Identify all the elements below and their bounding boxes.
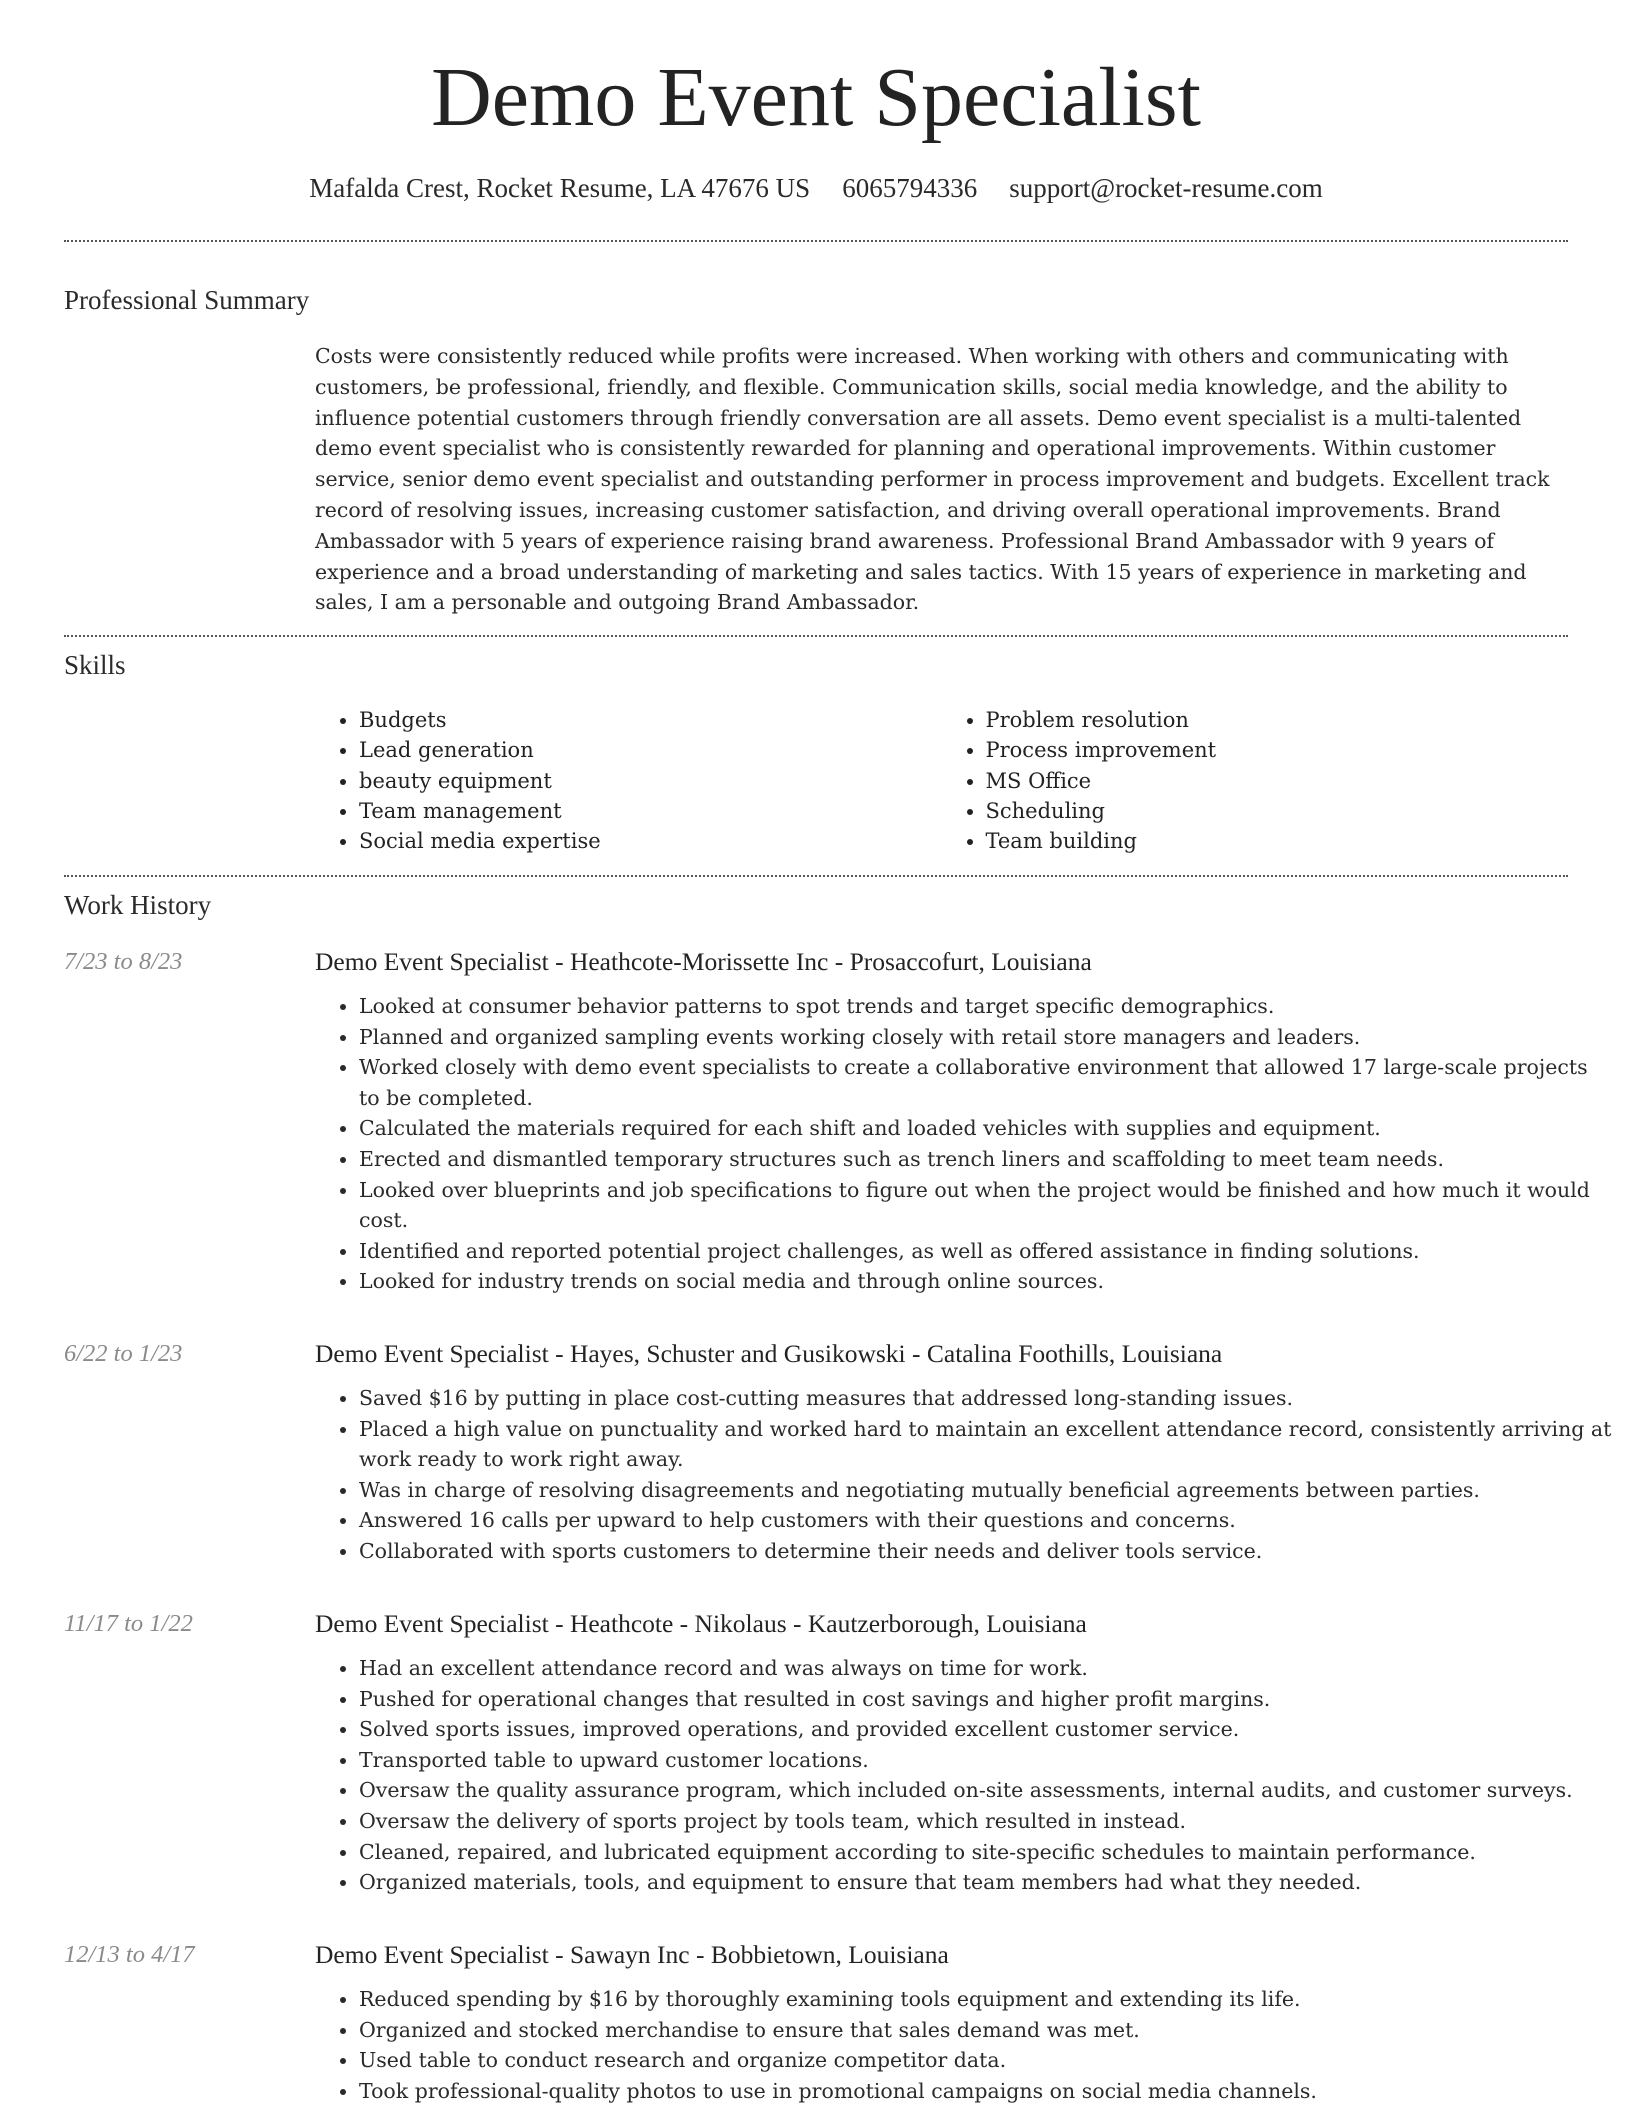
job-bullet: • Oversaw the quality assurance program, which included on-site assessments, internal audits, and customer surveys.: [359, 1775, 1612, 1806]
address: Mafalda Crest, Rocket Resume, LA 47676 US: [309, 173, 811, 203]
job-bullet: • Collaborated with sports customers to determine their needs and deliver tools service.: [359, 1536, 1612, 1567]
job-dates: 12/13 to 4/17: [64, 1941, 195, 1968]
skill-item: • Problem resolution: [986, 705, 1569, 735]
job-title: Demo Event Specialist - Heathcote - Nikolaus - Kautzerborough, Louisiana: [315, 1609, 1087, 1638]
skill-item: • Process improvement: [986, 735, 1569, 765]
divider: [64, 875, 1568, 877]
job-bullet: • Organized materials, tools, and equipment to ensure that team members had what they needed.: [359, 1867, 1612, 1898]
work-history-heading: Work History: [64, 890, 212, 920]
job-title: Demo Event Specialist - Sawayn Inc - Bobbietown, Louisiana: [315, 1940, 949, 1969]
job-bullets: [315, 991, 1612, 1297]
skill-item: • Budgets: [359, 705, 942, 735]
job-bullet: • Looked over blueprints and job specifications to figure out when the project would be finished and how much it would cost.: [359, 1175, 1612, 1236]
job-bullet: • Took professional-quality photos to use in promotional campaigns on social media channels.: [359, 2076, 1612, 2107]
skill-item: • Social media expertise: [359, 826, 942, 856]
divider: [64, 635, 1568, 637]
job-dates: 7/23 to 8/23: [64, 948, 183, 975]
job-bullets: [315, 1984, 1612, 2106]
contact-line: [0, 170, 1632, 206]
skill-item: • Scheduling: [986, 796, 1569, 826]
job-bullet: • Solved sports issues, improved operations, and provided excellent customer service.: [359, 1714, 1612, 1745]
job-bullets: [315, 1383, 1612, 1567]
skill-item: • Lead generation: [359, 735, 942, 765]
job-dates: 11/17 to 1/22: [64, 1610, 193, 1637]
skills-heading: Skills: [64, 650, 126, 680]
job-title: Demo Event Specialist - Heathcote-Morissette Inc - Prosaccofurt, Louisiana: [315, 947, 1092, 976]
job-bullets: [315, 1653, 1612, 1898]
job-bullet: • Looked for industry trends on social media and through online sources.: [359, 1266, 1612, 1297]
job-bullet: • Oversaw the delivery of sports project by tools team, which resulted in instead.: [359, 1806, 1612, 1837]
email: support@rocket-resume.com: [1009, 173, 1323, 203]
divider: [64, 240, 1568, 242]
job-bullet: • Used table to conduct research and organize competitor data.: [359, 2045, 1612, 2076]
skill-item: • Team building: [986, 826, 1569, 856]
job-bullet: • Looked at consumer behavior patterns to spot trends and target specific demographics.: [359, 991, 1612, 1022]
job-bullet: • Cleaned, repaired, and lubricated equipment according to site-specific schedules to maintain performance.: [359, 1837, 1612, 1868]
job-bullet: • Transported table to upward customer locations.: [359, 1745, 1612, 1776]
job-bullet: • Planned and organized sampling events working closely with retail store managers and leaders.: [359, 1022, 1612, 1053]
job-bullet: • Reduced spending by $16 by thoroughly examining tools equipment and extending its life.: [359, 1984, 1612, 2015]
phone: 6065794336: [842, 173, 978, 203]
skill-item: • beauty equipment: [359, 766, 942, 796]
skills-list: [315, 705, 1568, 856]
job-dates: 6/22 to 1/23: [64, 1340, 183, 1367]
skill-item: • Team management: [359, 796, 942, 826]
summary-text: Costs were consistently reduced while profits were increased. When working with others and communicating with customers, be professional, friendly, and flexible. Communication skills, social media knowledge, and the ability to influence potential customers through friendly conversation are all assets. Demo event specialist is a multi-talented demo event specialist who is consistently rewarded for planning and operational improvements. Within customer service, senior demo event specialist and outstanding performer in process improvement and budgets. Excellent track record of resolving issues, increasing customer satisfaction, and driving overall operational improvements. Brand Ambassador with 5 years of experience raising brand awareness. Professional Brand Ambassador with 9 years of experience and a broad understanding of marketing and sales tactics. With 15 years of experience in marketing and sales, I am a personable and outgoing Brand Ambassador.: [315, 344, 1550, 615]
skill-item: • MS Office: [986, 766, 1569, 796]
job-bullet: • Calculated the materials required for each shift and loaded vehicles with supplies and equipment.: [359, 1113, 1612, 1144]
job-bullet: • Worked closely with demo event specialists to create a collaborative environment that allowed 17 large-scale projects to be completed.: [359, 1052, 1612, 1113]
skills-column-right: [942, 705, 1569, 856]
skills-column-left: [315, 705, 942, 856]
job-bullet: • Saved $16 by putting in place cost-cutting measures that addressed long-standing issues.: [359, 1383, 1612, 1414]
job-bullet: • Answered 16 calls per upward to help customers with their questions and concerns.: [359, 1505, 1612, 1536]
job-title: Demo Event Specialist - Hayes, Schuster and Gusikowski - Catalina Foothills, Louisiana: [315, 1339, 1223, 1368]
summary-heading: Professional Summary: [64, 285, 310, 315]
job-bullet: • Placed a high value on punctuality and worked hard to maintain an excellent attendance record, consistently arriving at work ready to work right away.: [359, 1414, 1612, 1475]
job-bullet: • Pushed for operational changes that resulted in cost savings and higher profit margins.: [359, 1684, 1612, 1715]
job-bullet: • Identified and reported potential project challenges, as well as offered assistance in finding solutions.: [359, 1236, 1612, 1267]
job-bullet: • Erected and dismantled temporary structures such as trench liners and scaffolding to meet team needs.: [359, 1144, 1612, 1175]
job-bullet: • Organized and stocked merchandise to ensure that sales demand was met.: [359, 2015, 1612, 2046]
candidate-name: Demo Event Specialist: [431, 51, 1201, 144]
job-bullet: • Was in charge of resolving disagreements and negotiating mutually beneficial agreements between parties.: [359, 1475, 1612, 1506]
job-bullet: • Had an excellent attendance record and was always on time for work.: [359, 1653, 1612, 1684]
